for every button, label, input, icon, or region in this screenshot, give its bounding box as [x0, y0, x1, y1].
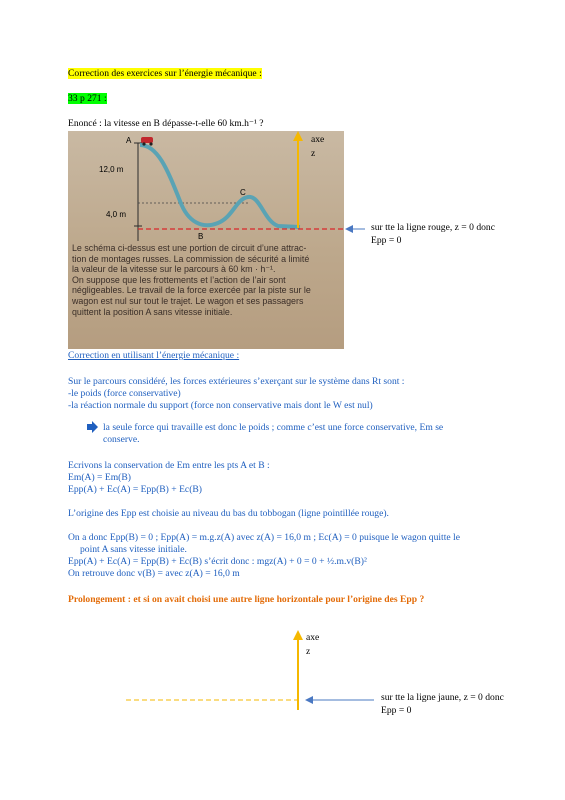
- statement-question: Enoncé : la vitesse en B dépasse-t-elle 60 km.h⁻¹ ?: [68, 118, 264, 129]
- red-line-note-epp: Epp = 0: [371, 235, 402, 246]
- conclusion-line-2: conserve.: [103, 434, 140, 445]
- calc-line-4: On retrouve donc v(B) = avec z(A) = 16,0 m: [68, 568, 240, 579]
- forces-intro: Sur le parcours considéré, les forces extérieures s’exerçant sur le système dans Rt sont :: [68, 376, 405, 387]
- axis-label-1: axe: [311, 134, 325, 145]
- correction-heading: Correction en utilisant l’énergie mécanique :: [68, 350, 240, 361]
- point-a-label: A: [126, 136, 132, 145]
- track-curve: [140, 145, 300, 227]
- point-b-label: B: [198, 232, 204, 241]
- yellow-line-note: sur tte la ligne jaune, z = 0 donc: [381, 692, 504, 703]
- axis-var-1: z: [311, 148, 316, 159]
- conclusion-line-1: la seule force qui travaille est donc le poids ; comme c’est une force conservative, Em se: [103, 422, 444, 433]
- roller-coaster-diagram: [68, 131, 344, 251]
- point-c-label: C: [240, 188, 246, 197]
- exercise-reference: 33 p 271 :: [68, 93, 107, 104]
- yellow-line-note-epp: Epp = 0: [381, 705, 412, 716]
- textbook-exercise-text: Le schéma ci-dessus est une portion de circuit d’une attrac- tion de montages russes. La commission de sécurité a limité la valeur de la vitesse sur le parcours à 60 km · h⁻¹. On suppose que les frottements et l’action de l’air sont négligeables. Le travail de la force exercée par la piste sur le wagon est nul sur tout le trajet. Le wagon et ses passagers quittent la position A sans vitesse initiale.: [72, 243, 311, 317]
- calc-line-3: Epp(A) + Ec(A) = Epp(B) + Ec(B) s’écrit donc : mgz(A) + 0 = 0 + ½.m.v(B)²: [68, 556, 367, 567]
- extension-heading: Prolongement : et si on avait choisi une autre ligne horizontale pour l’origine des Epp ?: [68, 594, 425, 605]
- conservation-equation-1: Em(A) = Em(B): [68, 472, 131, 483]
- height-12-label: 12,0 m: [99, 165, 124, 174]
- force-normal-reaction: -la réaction normale du support (force non conservative mais dont le W est nul): [68, 400, 373, 411]
- textbook-figure-photo: [68, 131, 344, 349]
- calc-line-1: On a donc Epp(B) = 0 ; Epp(A) = m.g.z(A) avec z(A) = 16,0 m ; Ec(A) = 0 puisque le wagon quitte le: [68, 532, 460, 543]
- force-weight: -le poids (force conservative): [68, 388, 181, 399]
- wagon-icon: [141, 137, 153, 146]
- axis-label-2: axe: [306, 632, 320, 643]
- red-line-note: sur tte la ligne rouge, z = 0 donc: [371, 222, 495, 233]
- document-title: Correction des exercices sur l’énergie mécanique :: [68, 68, 262, 79]
- conservation-equation-2: Epp(A) + Ec(A) = Epp(B) + Ec(B): [68, 484, 202, 495]
- right-arrow-bullet-icon: [87, 421, 98, 433]
- conservation-intro: Ecrivons la conservation de Em entre les pts A et B :: [68, 460, 270, 471]
- height-4-label: 4,0 m: [106, 210, 127, 219]
- calc-line-2: point A sans vitesse initiale.: [80, 544, 187, 555]
- axis-var-2: z: [306, 646, 311, 657]
- origin-choice: L’origine des Epp est choisie au niveau du bas du tobbogan (ligne pointillée rouge).: [68, 508, 389, 519]
